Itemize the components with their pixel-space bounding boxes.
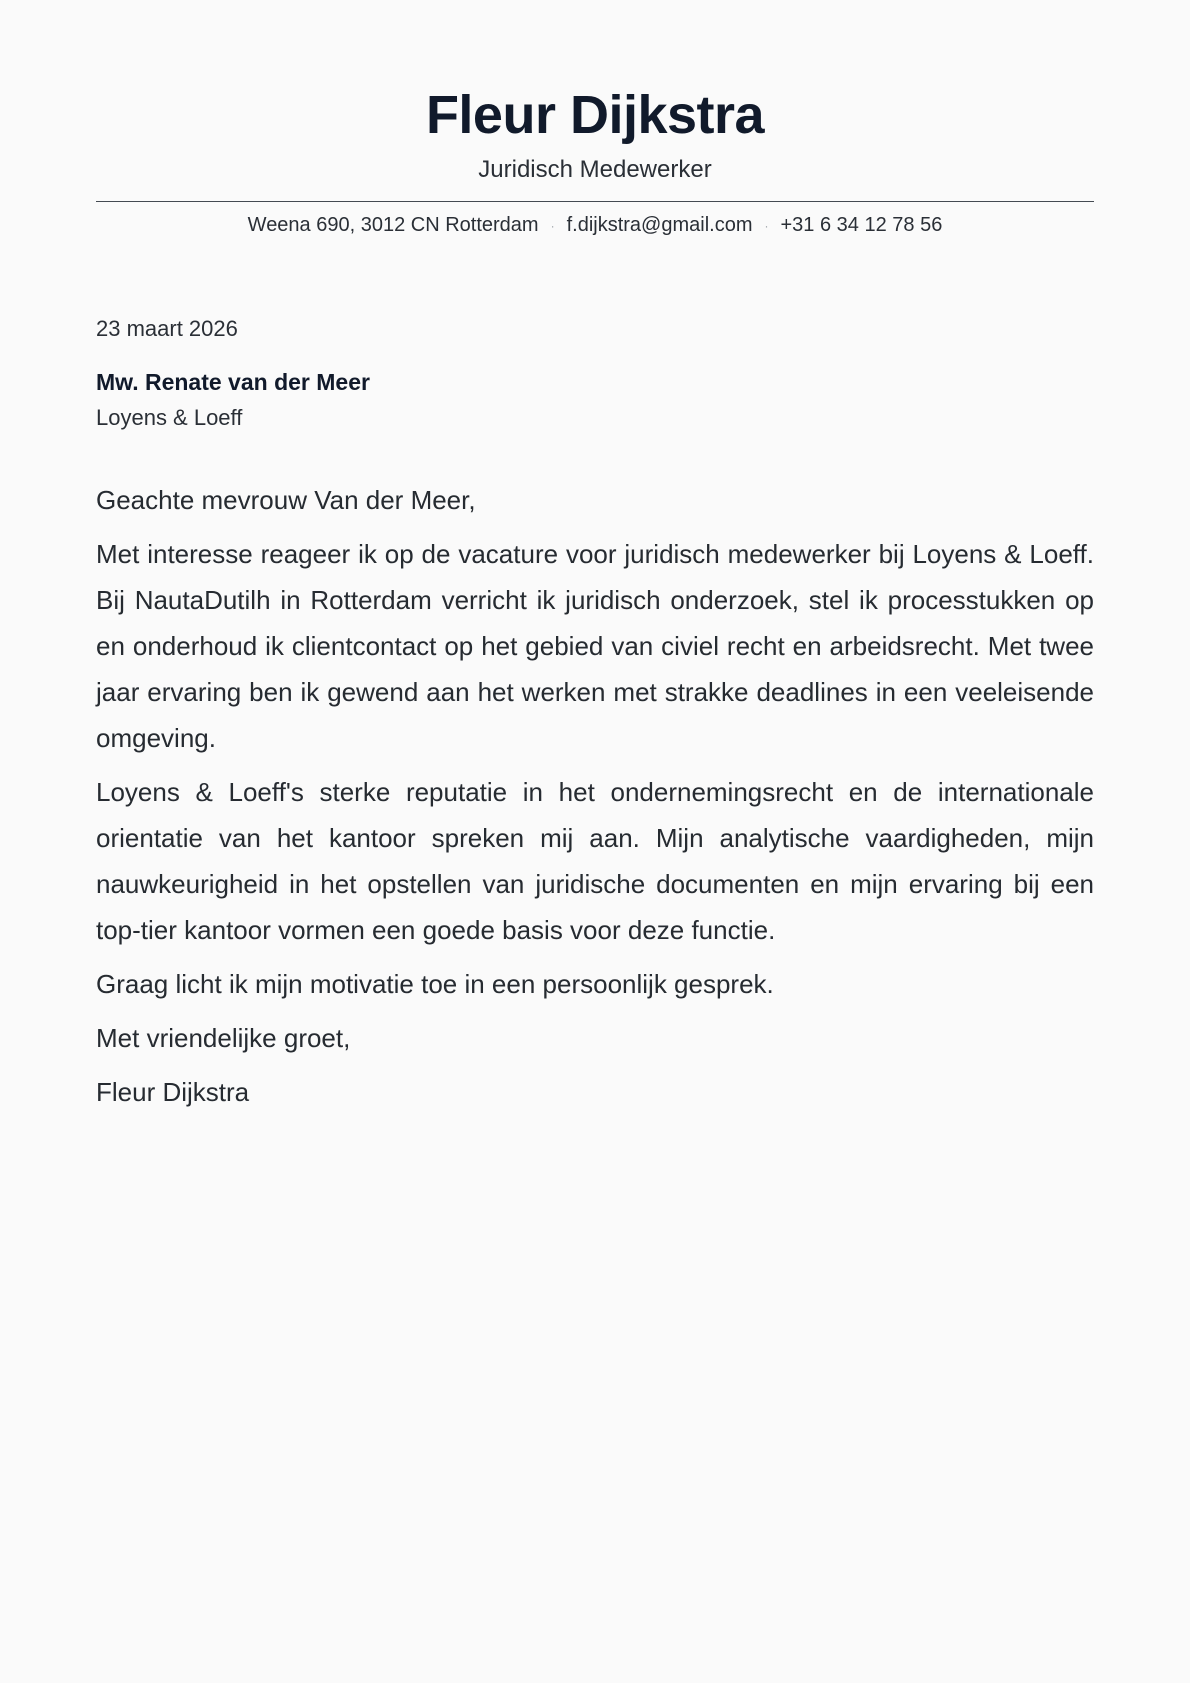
recipient-company: Loyens & Loeff xyxy=(96,405,243,430)
closing-phrase: Met vriendelijke groet, xyxy=(96,1023,351,1053)
contact-phone: +31 6 34 12 78 56 xyxy=(780,214,943,236)
sender-name: Fleur Dijkstra xyxy=(425,85,765,145)
cover-letter-page xyxy=(96,0,1094,1107)
separator-dot: · xyxy=(550,218,555,233)
letter-body xyxy=(96,477,1094,1123)
contact-address: Weena 690, 3012 CN Rotterdam xyxy=(247,214,539,236)
paragraph-intro: Met interesse reageer ik op de vacature voor juridisch medewerker bij Loyens & Loeff. Bij NautaDutilh in Rotterdam verricht ik juridisch onderzoek, stel ik processtukken op en onderhoud ik clientcontact op het gebied van civiel recht en arbeidsrecht. Met twee jaar ervaring ben ik gewend aan het werken met strakke deadlines in een veeleisende omgeving. xyxy=(96,539,1094,753)
header-divider xyxy=(96,201,1094,202)
signature: Fleur Dijkstra xyxy=(96,1077,250,1107)
paragraph-motivation: Loyens & Loeff's sterke reputatie in het ondernemingsrecht en de internationale orientatie van het kantoor spreken mij aan. Mijn analytische vaardigheden, mijn nauwkeurigheid in het opstellen van juridische documenten en mijn ervaring bij een top-tier kantoor vormen een goede basis voor deze functie. xyxy=(96,777,1094,945)
sender-job-title: Juridisch Medewerker xyxy=(478,156,712,183)
contact-line xyxy=(96,212,1094,239)
paragraph-closing-request: Graag licht ik mijn motivatie toe in een persoonlijk gesprek. xyxy=(96,969,774,999)
contact-email: f.dijkstra@gmail.com xyxy=(566,214,753,236)
salutation: Geachte mevrouw Van der Meer, xyxy=(96,485,476,515)
separator-dot: · xyxy=(764,218,769,233)
recipient-name: Mw. Renate van der Meer xyxy=(96,369,370,395)
letter-date: 23 maart 2026 xyxy=(96,316,238,341)
letterhead xyxy=(96,0,1094,239)
